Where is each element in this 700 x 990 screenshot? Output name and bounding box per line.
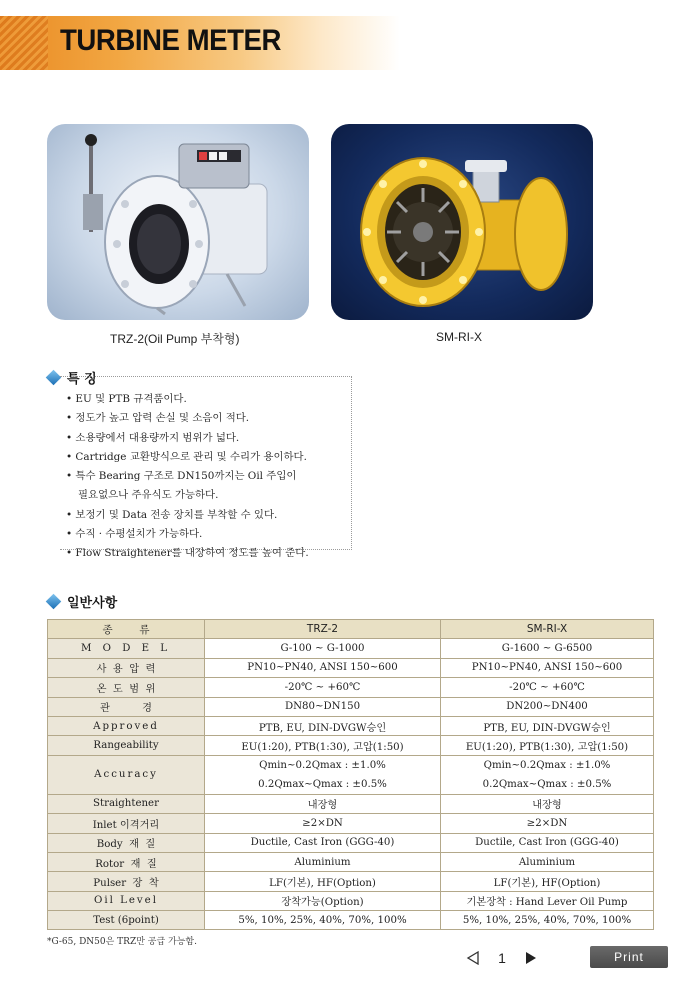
cell-value: ≥2×DN — [205, 814, 441, 833]
row-label: Rangeability — [48, 736, 205, 755]
table-row — [48, 755, 654, 794]
row-label: Accuracy — [48, 755, 205, 794]
cell-value: PN10~PN40, ANSI 150~600 — [441, 658, 654, 677]
cell-value: EU(1:20), PTB(1:30), 고압(1:50) — [441, 736, 654, 755]
row-label: Body 재 질 — [48, 833, 205, 852]
cell-value: 5%, 10%, 25%, 40%, 70%, 100% — [441, 911, 654, 930]
cell-value: 내장형 — [205, 794, 441, 813]
accuracy-line: 0.2Qmax~Qmax : ±0.5% — [258, 778, 387, 790]
row-label: Approved — [48, 716, 205, 735]
feature-item: • 정도가 높고 압력 손실 및 소음이 적다. — [66, 412, 250, 425]
table-row — [48, 911, 654, 930]
feature-item: 필요없으나 주유식도 가능하다. — [78, 489, 219, 502]
previous-page-icon[interactable] — [466, 951, 480, 965]
row-label: M O D E L — [48, 639, 205, 658]
cell-value: PTB, EU, DIN-DVGW승인 — [441, 716, 654, 735]
row-label: 온 도 범 위 — [48, 678, 205, 697]
cell-value: G-1600 ~ G-6500 — [441, 639, 654, 658]
cell-value: DN80~DN150 — [205, 697, 441, 716]
table-row — [48, 872, 654, 891]
product-photo-trz2 — [47, 124, 309, 320]
banner-stripe — [0, 16, 48, 70]
cell-value: PTB, EU, DIN-DVGW승인 — [205, 716, 441, 735]
row-label: Straightener — [48, 794, 205, 813]
feature-item: • 수직 · 수평설치가 가능하다. — [66, 528, 203, 541]
general-heading-text: 일반사항 — [67, 596, 118, 611]
column-header: SM-RI-X — [441, 620, 654, 639]
table-row — [48, 697, 654, 716]
cell-value: G-100 ~ G-1000 — [205, 639, 441, 658]
cell-value: 장착가능(Option) — [205, 891, 441, 910]
features-list — [66, 390, 356, 564]
row-label: Inlet 이격거리 — [48, 814, 205, 833]
cell-value: Aluminium — [441, 852, 654, 871]
footnote: *G-65, DN50은 TRZ만 공급 가능함. — [47, 937, 197, 947]
feature-item: • 특수 Bearing 구조로 DN150까지는 Oil 주입이 — [66, 470, 297, 483]
row-label: 관 경 — [48, 697, 205, 716]
row-label: Pulser 장 착 — [48, 872, 205, 891]
product-photo-smrix — [331, 124, 593, 320]
table-row — [48, 814, 654, 833]
table-header-row — [48, 620, 654, 639]
feature-item: • Cartridge 교환방식으로 관리 및 수리가 용이하다. — [66, 450, 307, 463]
cell-value — [205, 755, 441, 794]
table-row — [48, 794, 654, 813]
product-caption-trz2: TRZ-2(Oil Pump 부착형) — [110, 332, 240, 346]
table-row — [48, 639, 654, 658]
table-row — [48, 678, 654, 697]
cell-value: -20℃ ~ +60℃ — [205, 678, 441, 697]
next-page-icon[interactable] — [524, 951, 538, 965]
column-header: TRZ-2 — [205, 620, 441, 639]
row-label: Oil Level — [48, 891, 205, 910]
cell-value: DN200~DN400 — [441, 697, 654, 716]
accuracy-line: 0.2Qmax~Qmax : ±0.5% — [482, 778, 612, 790]
title-banner — [0, 16, 400, 70]
cell-value: Ductile, Cast Iron (GGG-40) — [205, 833, 441, 852]
cell-value: PN10~PN40, ANSI 150~600 — [205, 658, 441, 677]
page-title: TURBINE METER — [60, 24, 281, 57]
row-label: 사 용 압 력 — [48, 658, 205, 677]
row-label: Rotor 재 질 — [48, 852, 205, 871]
cell-value: 기본장착 : Hand Lever Oil Pump — [441, 891, 654, 910]
table-row — [48, 658, 654, 677]
diamond-bullet-icon — [46, 370, 62, 386]
features-heading-text: 특 징 — [67, 372, 97, 387]
pager — [466, 950, 538, 966]
feature-item: • EU 및 PTB 규격품이다. — [66, 393, 187, 405]
table-row — [48, 891, 654, 910]
cell-value — [441, 755, 654, 794]
print-button[interactable]: Print — [590, 946, 668, 968]
cell-value: 5%, 10%, 25%, 40%, 70%, 100% — [205, 911, 441, 930]
accuracy-line: Qmin~0.2Qmax : ±1.0% — [483, 759, 611, 771]
cell-value: 내장형 — [441, 794, 654, 813]
cell-value: ≥2×DN — [441, 814, 654, 833]
cell-value: EU(1:20), PTB(1:30), 고압(1:50) — [205, 736, 441, 755]
cell-value: -20℃ ~ +60℃ — [441, 678, 654, 697]
page-number: 1 — [498, 950, 506, 966]
table-row — [48, 833, 654, 852]
table-row — [48, 716, 654, 735]
product-caption-smrix: SM-RI-X — [436, 330, 482, 344]
cell-value: Ductile, Cast Iron (GGG-40) — [441, 833, 654, 852]
table-row — [48, 852, 654, 871]
spec-table — [47, 619, 654, 930]
row-label: Test (6point) — [48, 911, 205, 930]
diamond-bullet-icon — [46, 594, 62, 610]
cell-value: LF(기본), HF(Option) — [205, 872, 441, 891]
cell-value: Aluminium — [205, 852, 441, 871]
column-header: 종 류 — [48, 620, 205, 639]
cell-value: LF(기본), HF(Option) — [441, 872, 654, 891]
table-row — [48, 736, 654, 755]
feature-item: • 보정기 및 Data 전송 장치를 부착할 수 있다. — [66, 508, 278, 521]
feature-item: • Flow Straightener를 내장하여 정도를 높여 준다. — [66, 547, 309, 560]
accuracy-line: Qmin~0.2Qmax : ±1.0% — [259, 759, 386, 771]
feature-item: • 소용량에서 대용량까지 범위가 넓다. — [66, 431, 240, 444]
general-heading — [48, 592, 117, 611]
